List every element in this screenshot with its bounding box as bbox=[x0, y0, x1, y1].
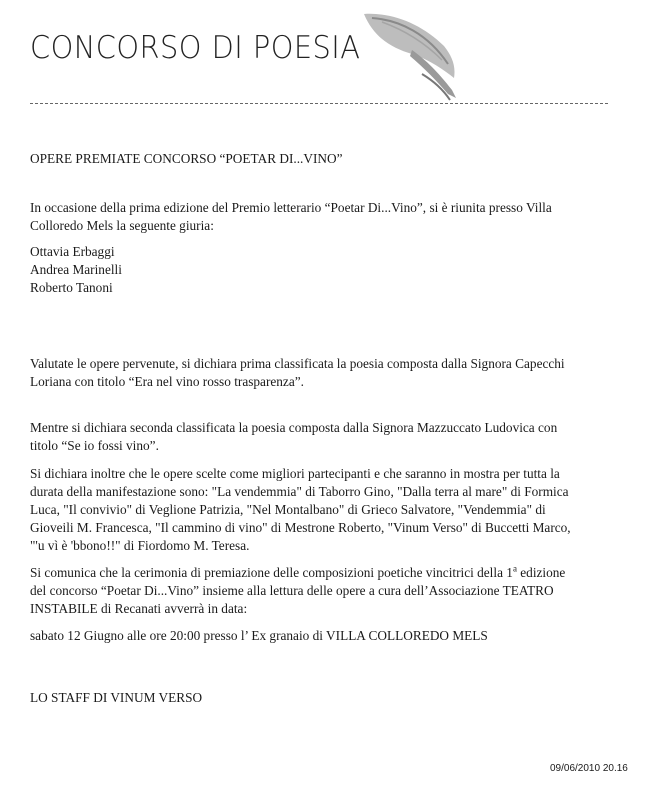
ceremony-line-1-text: Si comunica che la cerimonia di premiazione delle composizioni poetiche vincitrici della 1 bbox=[30, 565, 513, 580]
jury-member: Roberto Tanoni bbox=[30, 280, 113, 295]
exhibited-line-4: Gioveili M. Francesca, "Il cammino di vino" di Mestrone Roberto, "Vinum Verso" di Buccetti Marco, bbox=[30, 520, 571, 535]
print-timestamp: 09/06/2010 20.16 bbox=[550, 763, 628, 774]
ordinal-superscript: a bbox=[512, 563, 517, 574]
document-heading: OPERE PREMIATE CONCORSO “POETAR DI...VINO” bbox=[30, 151, 343, 166]
second-prize-line-1: Mentre si dichiara seconda classificata la poesia composta dalla Signora Mazzuccato Ludovica con bbox=[30, 420, 558, 435]
exhibited-line-1: Si dichiara inoltre che le opere scelte come migliori partecipanti e che saranno in mostra per tutta la bbox=[30, 466, 560, 481]
header-divider bbox=[30, 103, 608, 104]
exhibited-line-2: durata della manifestazione sono: "La vendemmia" di Taborro Gino, "Dalla terra al mare" di Formica bbox=[30, 484, 569, 499]
exhibited-line-3: Luca, "Il convivio" di Veglione Patrizia, "Nel Montalbano" di Grieco Salvatore, "Vendemmia" di bbox=[30, 502, 546, 517]
quill-logo-icon bbox=[352, 4, 467, 104]
first-prize-line-1: Valutate le opere pervenute, si dichiara prima classificata la poesia composta dalla Signora Capecchi bbox=[30, 356, 565, 371]
event-details: sabato 12 Giugno alle ore 20:00 presso l’ Ex granaio di VILLA COLLOREDO MELS bbox=[30, 628, 488, 643]
first-prize-line-2: Loriana con titolo “Era nel vino rosso trasparenza”. bbox=[30, 374, 304, 389]
exhibited-line-5: "'u vì è 'bbono!!" di Fiordomo M. Teresa. bbox=[30, 538, 250, 553]
ceremony-line-1 bbox=[30, 564, 565, 582]
intro-line-1: In occasione della prima edizione del Premio letterario “Poetar Di...Vino”, si è riunita presso Villa bbox=[30, 200, 552, 215]
ceremony-line-1-end: edizione bbox=[516, 565, 566, 580]
jury-member: Ottavia Erbaggi bbox=[30, 244, 115, 259]
second-prize-line-2: titolo “Se io fossi vino”. bbox=[30, 438, 159, 453]
intro-line-2: Colloredo Mels la seguente giuria: bbox=[30, 218, 214, 233]
ceremony-line-3: INSTABILE di Recanati avverrà in data: bbox=[30, 601, 248, 616]
signature: LO STAFF DI VINUM VERSO bbox=[30, 690, 203, 705]
ceremony-line-2: del concorso “Poetar Di...Vino” insieme alla lettura delle opere a cura dell’Associazione TEATRO bbox=[30, 583, 554, 598]
header-title: CONCORSO DI POESIA bbox=[30, 30, 361, 66]
jury-member: Andrea Marinelli bbox=[30, 262, 122, 277]
